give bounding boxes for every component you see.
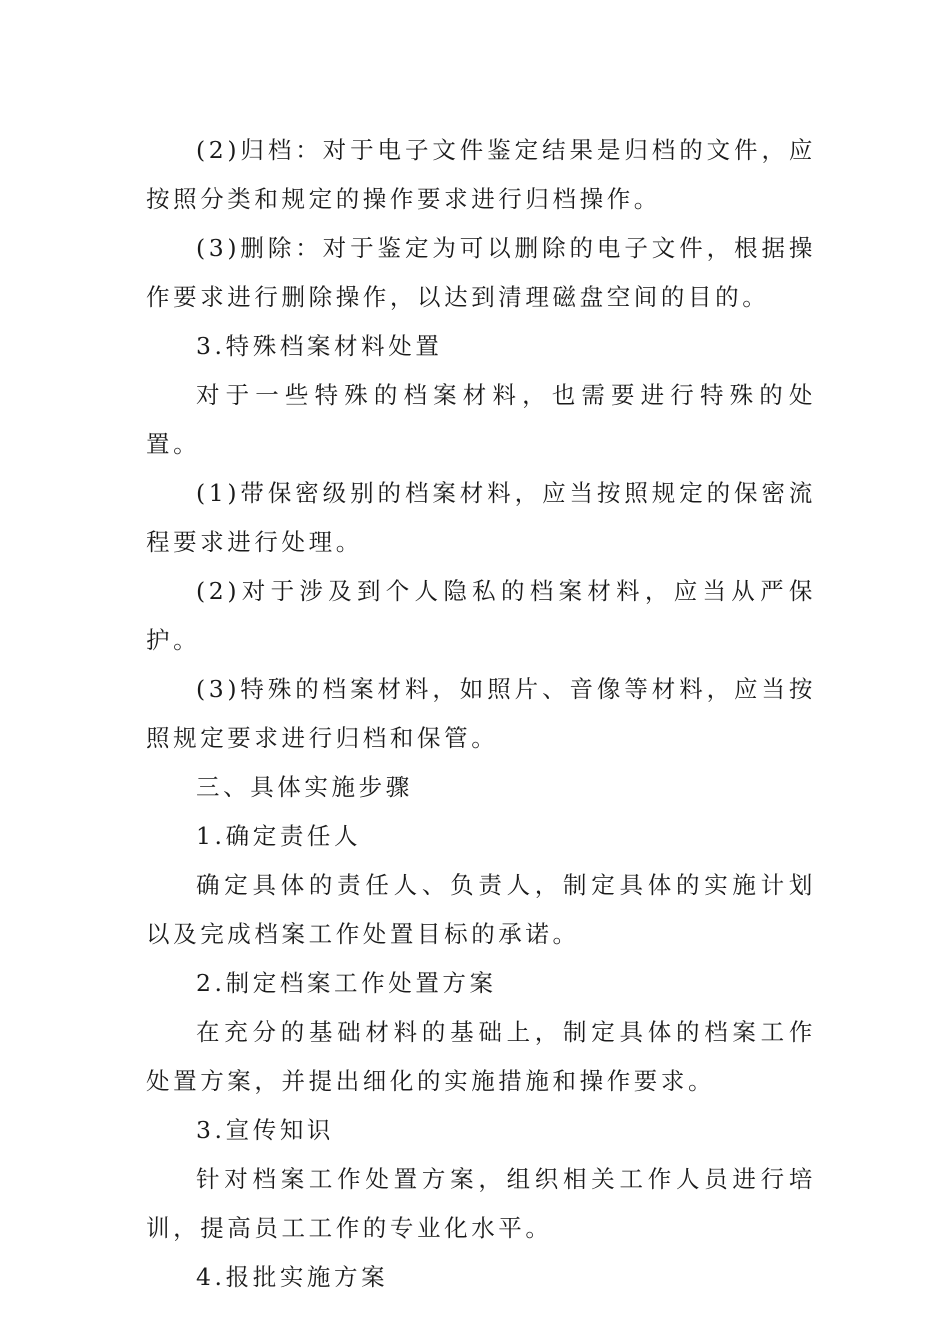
paragraph-special-intro: 对于一些特殊的档案材料，也需要进行特殊的处置。 [146, 381, 816, 458]
paragraph-delete-step: (3)删除：对于鉴定为可以删除的电子文件，根据操作要求进行删除操作，以达到清理磁盘空间的目的。 [146, 234, 816, 311]
chapter-heading-implementation-steps: 三、具体实施步骤 [196, 773, 413, 801]
section-heading-responsible-person: 1.确定责任人 [196, 822, 362, 850]
document-body [146, 126, 816, 1302]
section-heading-plan: 2.制定档案工作处置方案 [196, 969, 497, 997]
paragraph-media-materials: (3)特殊的档案材料，如照片、音像等材料，应当按照规定要求进行归档和保管。 [146, 675, 816, 752]
paragraph-archive-step: (2)归档：对于电子文件鉴定结果是归档的文件，应按照分类和规定的操作要求进行归档操作。 [146, 136, 816, 213]
paragraph-privacy-materials: (2)对于涉及到个人隐私的档案材料，应当从严保护。 [146, 577, 816, 654]
paragraph-training: 针对档案工作处置方案，组织相关工作人员进行培训，提高员工工作的专业化水平。 [146, 1165, 816, 1242]
paragraph-plan: 在充分的基础材料的基础上，制定具体的档案工作处置方案，并提出细化的实施措施和操作要求。 [146, 1018, 816, 1095]
paragraph-classified-materials: (1)带保密级别的档案材料，应当按照规定的保密流程要求进行处理。 [146, 479, 816, 556]
section-heading-approval: 4.报批实施方案 [196, 1263, 389, 1291]
section-heading-special-materials: 3.特殊档案材料处置 [196, 332, 443, 360]
section-heading-publicity: 3.宣传知识 [196, 1116, 335, 1144]
paragraph-responsible-person: 确定具体的责任人、负责人，制定具体的实施计划以及完成档案工作处置目标的承诺。 [146, 871, 816, 948]
